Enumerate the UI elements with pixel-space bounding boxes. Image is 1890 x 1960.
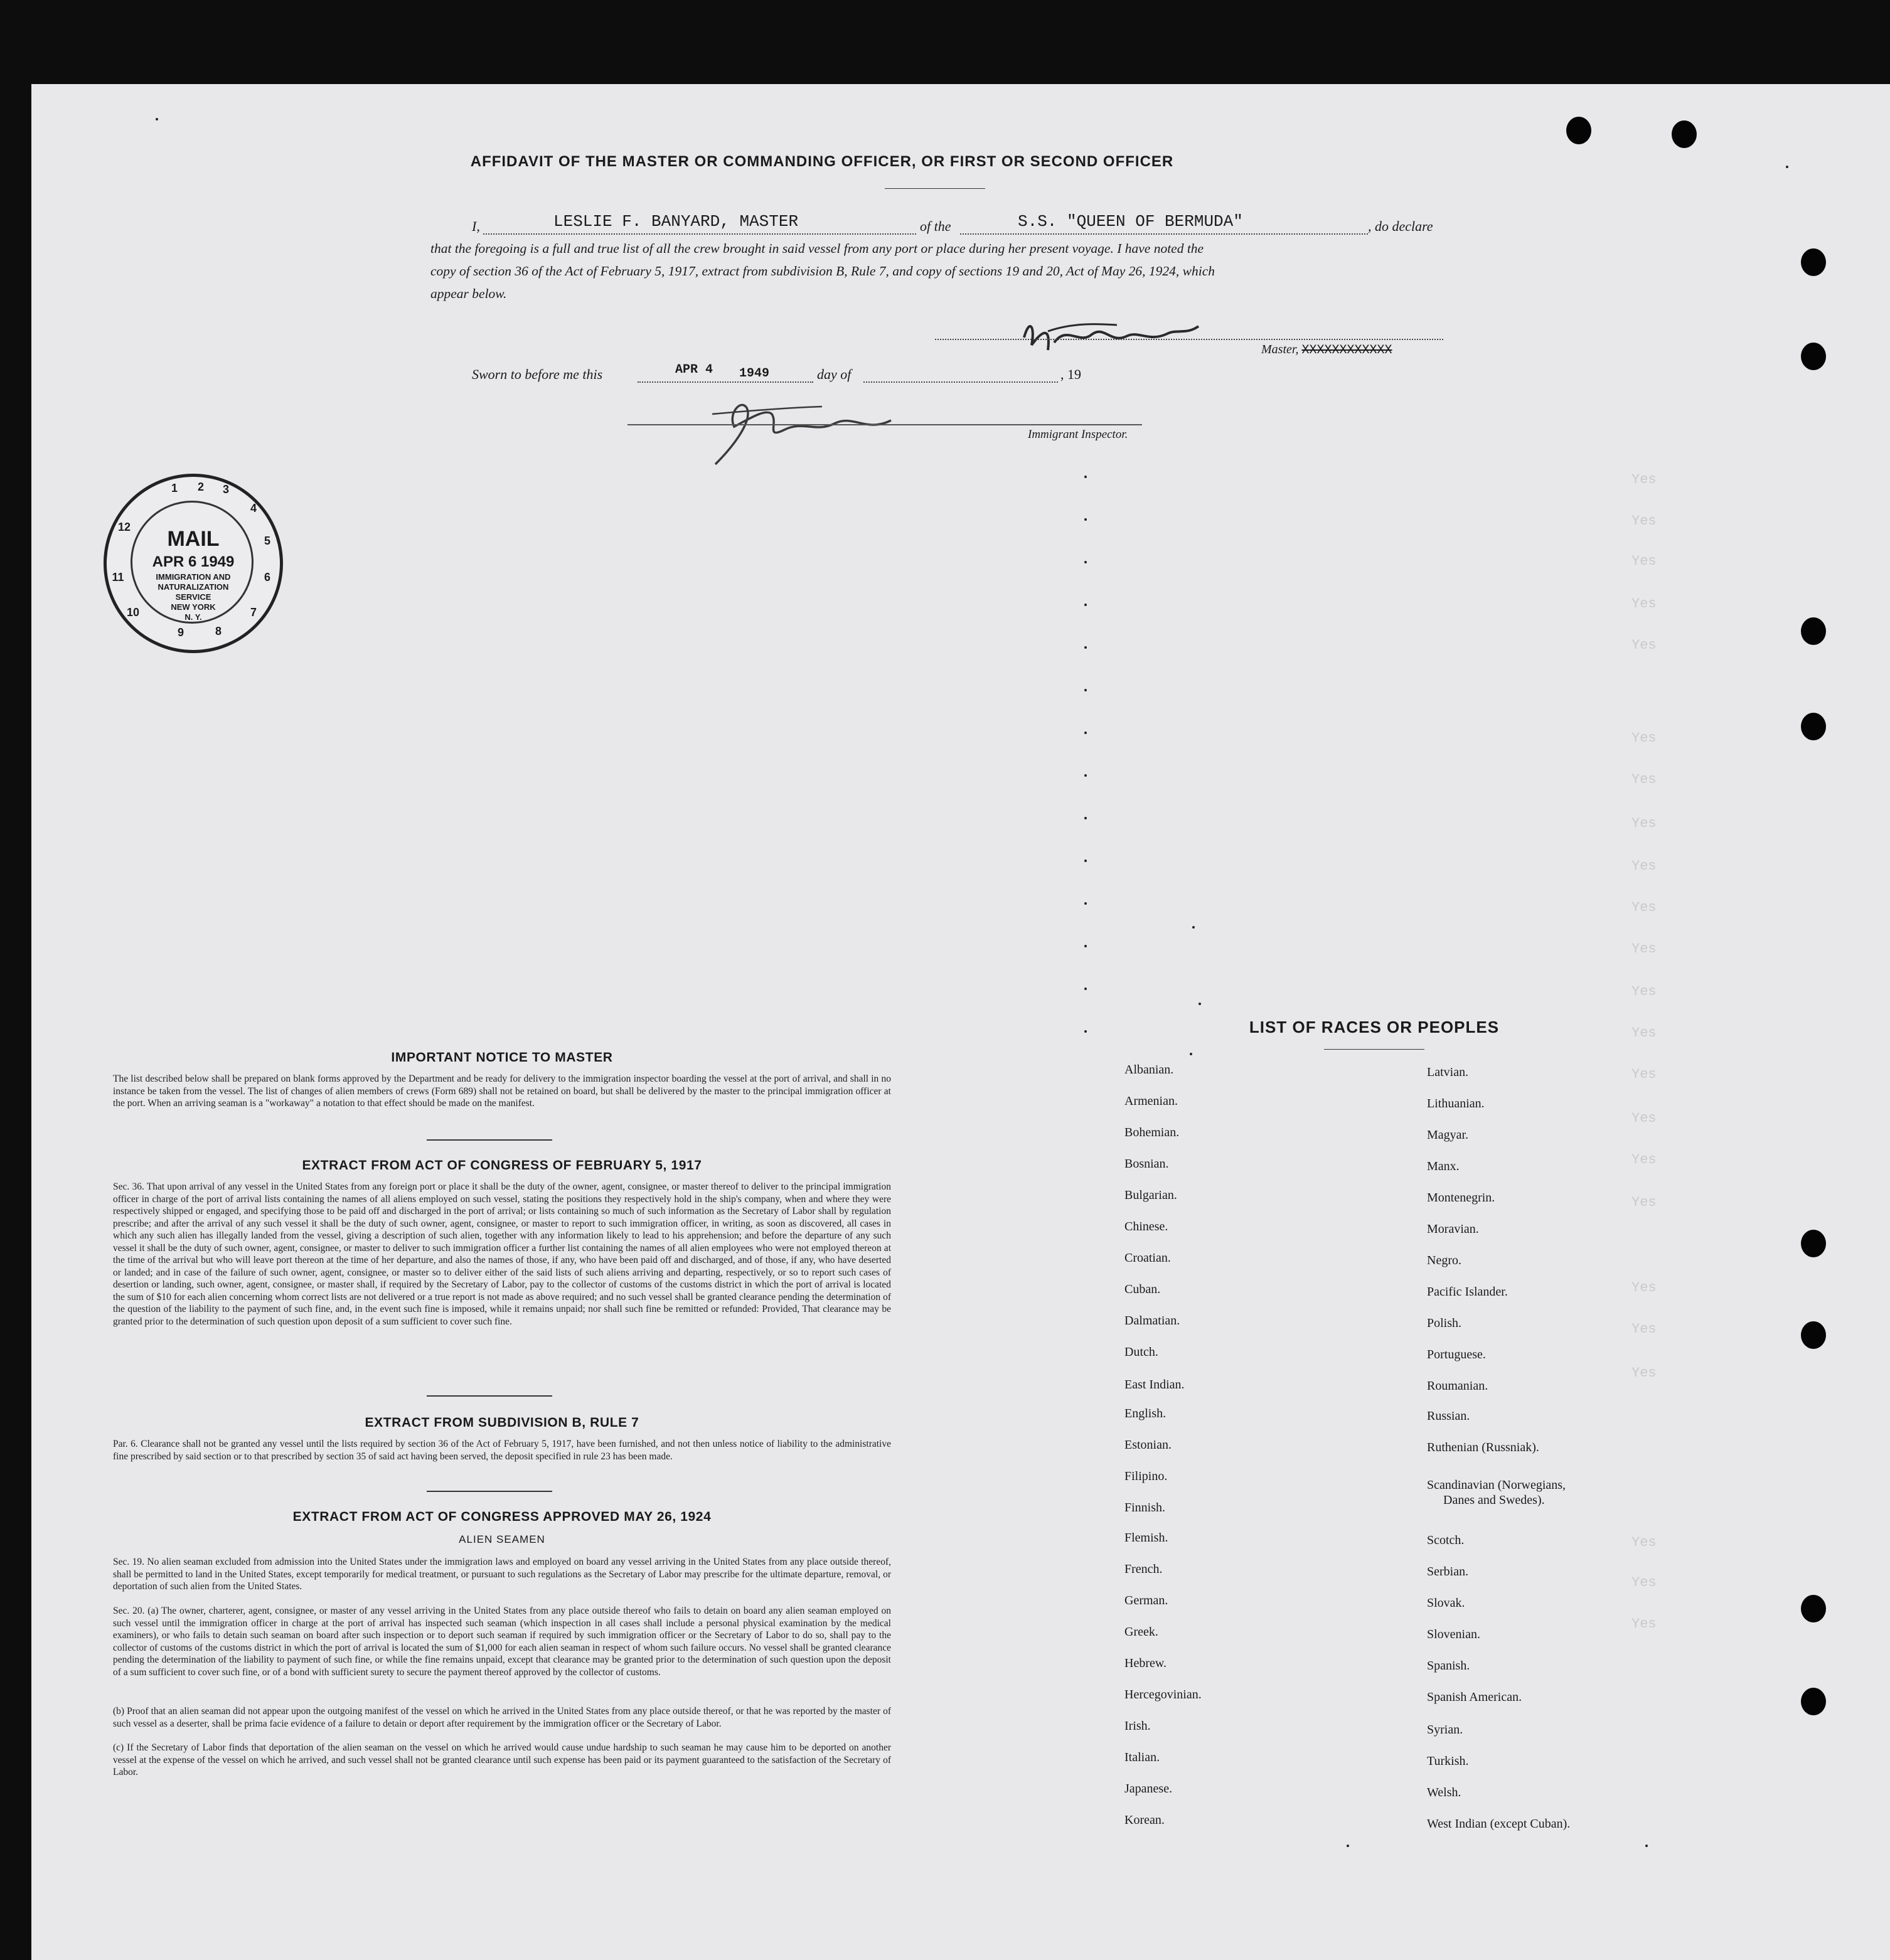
extract-1917-text: Sec. 36. That upon arrival of any vessel in the United States from any foreign port or place it shall be the duty of the owner, agent, consignee, or master thereof to deliver to the principal immigration officer in charge of the port of arrival lists containing the names of all aliens employed on such vessel, stating the positions they respectively hold in the ship's company, when and where they were respectively shipped or engaged, and specifying those to be paid off and discharged in the port of arrival; or lists containing so much of such information as the Secretary of Labor shall by regulation prescribe; and after the arrival of any such vessel it shall be the duty of such owner, agent, consignee, or master to report to such immigration officer, in writing, as soon as discovered, all cases in which any such alien has illegally landed from the vessel, giving a description of such alien, together with any information likely to lead to his apprehension; and before the departure of any such vessel it shall be the duty of such owner, agent, consignee, or master to deliver to such immigration officer a further list containing the names of all alien employees who were not employed thereon at the time of the arrival but who will leave port thereon at the time of her departure, and also the names of those, if any, who have been paid off and discharged, and of those, if any, who have deserted or landed; and in case of the failure of such owner, agent, consignee, or master so to deliver either of the said lists of such aliens arriving and departing, respectively, or so to report such cases of desertion or landing, such owner, agent, consignee, or master shall, if required by the Secretary of Labor, pay to the collector of customs of the customs district in which the port of arrival is located the sum of $10 for each alien concerning whom correct lists are not delivered or a true report is not made as above required; and no such vessel shall be granted clearance pending the determination of the question of the liability to the payment of such fine, and, in the event such fine is imposed, while it remains unpaid; nor shall such fine be remitted or refunded: Provided, That clearance may be granted prior to the determination of such question upon deposit of a sum sufficient to cover such fine. <box>113 1181 891 1327</box>
stamp-ring-number: 12 <box>117 521 131 533</box>
extract-rule7-text: Par. 6. Clearance shall not be granted any vessel until the lists required by section 36 of the Act of February 5, 1917, have been furnished, and not then unless notice of liability to the administrative fine prescribed by said section or to that prescribed by section 35 of said act having been served, the deposit specified in rule 23 has been made. <box>113 1439 891 1462</box>
extract-1924-heading: EXTRACT FROM ACT OF CONGRESS APPROVED MAY 26, 1924 <box>292 1510 712 1524</box>
section-rule <box>427 1139 552 1141</box>
stamp-ring-number: 3 <box>222 483 229 496</box>
section-rule <box>427 1491 552 1492</box>
binder-hole <box>1801 1688 1826 1715</box>
master-label <box>1261 343 1392 358</box>
stamp-mail: MAIL <box>167 527 220 551</box>
master-struck-text: XXXXXXXXXXXX <box>1301 343 1392 358</box>
race-item: Armenian. <box>1124 1094 1178 1108</box>
master-title-label: Master, <box>1261 343 1299 356</box>
race-item: Ruthenian (Russniak). <box>1427 1441 1539 1454</box>
race-item: Filipino. <box>1124 1469 1168 1483</box>
stamp-ring-number: 10 <box>126 606 140 619</box>
stamp-line: N. Y. <box>184 612 202 622</box>
notice-text: The list described below shall be prepared on blank forms approved by the Department and be ready for delivery to the immigration inspector boarding the vessel at the port of arrival, and shall in no instance be taken from the vessel. The list of changes of alien members of crews (Form 689) shall not be retained on board, but shall be delivered by the master to the principal immigration officer at the port. When an arriving seaman is a "workaway" a notation to that effect should be made on the manifest. <box>113 1073 891 1109</box>
do-declare-label: , do declare <box>1368 218 1433 234</box>
race-item: Bohemian. <box>1124 1126 1180 1139</box>
extract-1924-subheading: ALIEN SEAMEN <box>459 1533 545 1545</box>
races-heading: LIST OF RACES OR PEOPLES <box>1249 1018 1500 1036</box>
nineteen-label: , 19 <box>1060 366 1081 382</box>
i-label: I, <box>472 218 480 234</box>
race-item: Serbian. <box>1427 1565 1469 1579</box>
extract-1924-sec20b: (b) Proof that an alien seaman did not appear upon the outgoing manifest of the vessel on which he arrived in the United States from any place outside thereof, or that he was reported by the master of such vessel as a deserter, shall be prima facie evidence of a failure to detain or deport after requirement by the immigration officer or the Secretary of Labor. <box>113 1706 891 1729</box>
race-item: Hercegovinian. <box>1124 1688 1202 1702</box>
race-item: Spanish. <box>1427 1659 1470 1673</box>
race-item: Lithuanian. <box>1427 1097 1485 1110</box>
stamp-ring-number: 11 <box>112 571 124 583</box>
inspector-label: Immigrant Inspector. <box>1028 428 1128 441</box>
race-item: Turkish. <box>1427 1754 1469 1768</box>
binder-hole <box>1566 117 1591 144</box>
race-item: Dutch. <box>1124 1345 1158 1359</box>
race-item: Russian. <box>1427 1409 1470 1423</box>
race-item: Welsh. <box>1427 1786 1461 1799</box>
declaration-line: copy of section 36 of the Act of February 5, 1917, extract from subdivision B, Rule 7, and copy of sections 19 and 20, Act of May 26, 1924, which <box>430 264 1215 279</box>
race-item: Estonian. <box>1124 1438 1172 1452</box>
race-item: Bulgarian. <box>1124 1188 1177 1202</box>
binder-hole <box>1801 1321 1826 1349</box>
race-item: Finnish. <box>1124 1501 1166 1515</box>
race-item: Pacific Islander. <box>1427 1285 1508 1299</box>
extract-1924-sec19: Sec. 19. No alien seaman excluded from admission into the United States under the immigration laws and employed on board any vessel arriving in the United States from any place outside thereof, shall be permitted to land in the United States, except temporarily for medical treatment, or pursuant to such regulations as the Secretary of Labor may prescribe for the ultimate departure, removal, or deportation of such alien from the United States. <box>113 1557 891 1592</box>
immigration-mail-stamp <box>104 474 283 653</box>
race-item: Scandinavian (Norwegians, <box>1427 1478 1566 1492</box>
stamp-date: APR 6 1949 <box>152 553 235 570</box>
race-item: Manx. <box>1427 1159 1460 1173</box>
stamp-ring-number: 7 <box>250 606 257 619</box>
binder-hole <box>1801 248 1826 276</box>
race-item: Danes and Swedes). <box>1443 1493 1545 1507</box>
sworn-label: Sworn to before me this <box>472 366 603 382</box>
stamp-ring-number: 6 <box>264 571 270 583</box>
race-item: German. <box>1124 1594 1168 1607</box>
race-item: Roumanian. <box>1427 1379 1488 1393</box>
race-item: Latvian. <box>1427 1065 1469 1079</box>
declaration-line: appear below. <box>430 286 507 301</box>
race-item: Albanian. <box>1124 1063 1174 1077</box>
race-item: English. <box>1124 1407 1167 1420</box>
day-of-label: day of <box>817 366 852 382</box>
master-name-line <box>483 233 916 235</box>
race-item: Portuguese. <box>1427 1348 1486 1361</box>
race-item: Slovenian. <box>1427 1627 1480 1641</box>
stamp-ring-number: 4 <box>250 502 257 514</box>
race-item: Dalmatian. <box>1124 1314 1180 1328</box>
race-item: Negro. <box>1427 1254 1461 1267</box>
extract-1924-sec20a: Sec. 20. (a) The owner, charterer, agent, consignee, or master of any vessel arriving in the United States from any place outside thereof who fails to detain on board any alien seaman employed on such vessel until the immigration officer in charge at the port of arrival has inspected such seaman (which inspection in all cases shall include a personal physical examination by the medical examiners), or who fails to detain such seaman on board after such inspection or to deport such seaman if required by such immigration officer or the Secretary of Labor to do so, shall pay to the collector of customs of the customs district in which the port of arrival is located the sum of $1,000 for each alien seaman in respect of whom such failure occurs. No vessel shall be granted clearance pending the determination of the liability to payment of such fine, or while the fine remains unpaid, except that clearance may be granted prior to the determination of such question upon the deposit of a sum sufficient to cover such fine, or of a bond with sufficient surety to secure the payment thereof approved by the collector of customs. <box>113 1606 891 1678</box>
race-item: Bosnian. <box>1124 1157 1169 1171</box>
master-name-field: LESLIE F. BANYARD, MASTER <box>553 212 799 231</box>
month-line <box>863 381 1058 383</box>
heading-rule <box>885 188 985 189</box>
stamp-line: SERVICE <box>175 592 211 602</box>
race-item: Moravian. <box>1427 1222 1479 1236</box>
section-rule <box>427 1395 552 1397</box>
race-item: Spanish American. <box>1427 1690 1522 1704</box>
race-item: Polish. <box>1427 1316 1462 1330</box>
sworn-year-field: 1949 <box>739 366 770 381</box>
race-item: Irish. <box>1124 1719 1151 1733</box>
document-sheet <box>31 84 1890 1960</box>
race-item: French. <box>1124 1562 1163 1576</box>
stamp-line: NEW YORK <box>171 602 216 612</box>
stamp-ring-number: 9 <box>177 626 184 639</box>
race-item: Cuban. <box>1124 1282 1161 1296</box>
master-signature-line <box>935 339 1443 340</box>
vessel-name-line <box>960 233 1368 235</box>
race-item: Italian. <box>1124 1750 1160 1764</box>
race-item: East Indian. <box>1124 1378 1185 1392</box>
vessel-name-field: S.S. "QUEEN OF BERMUDA" <box>1018 212 1243 231</box>
stamp-line: IMMIGRATION AND <box>156 572 231 582</box>
stamp-ring-number: 8 <box>215 625 222 637</box>
inspector-signature <box>709 395 922 471</box>
race-item: Montenegrin. <box>1427 1191 1495 1205</box>
stamp-line: NATURALIZATION <box>158 582 229 592</box>
stamp-ring-number: 1 <box>171 482 178 494</box>
notice-heading: IMPORTANT NOTICE TO MASTER <box>391 1050 613 1065</box>
extract-1917-heading: EXTRACT FROM ACT OF CONGRESS OF FEBRUARY 5, 1917 <box>302 1158 702 1173</box>
stamp-ring-number: 2 <box>197 481 204 493</box>
sworn-date-field: APR 4 <box>675 363 713 377</box>
race-item: Slovak. <box>1427 1596 1465 1610</box>
race-item: Syrian. <box>1427 1723 1463 1737</box>
extract-1924-sec20c: (c) If the Secretary of Labor finds that deportation of the alien seaman on the vessel on which he arrived would cause undue hardship to such seaman he may cause him to be deported on another vessel at the expense of the vessel on which he arrived, and such vessel shall not be granted clearance until such expense has been paid or its payment guaranteed to the satisfaction of the Secretary of Labor. <box>113 1742 891 1777</box>
binder-hole <box>1801 1230 1826 1257</box>
race-item: Flemish. <box>1124 1531 1168 1545</box>
race-item: Chinese. <box>1124 1220 1168 1233</box>
sworn-date-line <box>638 381 813 383</box>
binder-hole <box>1672 120 1697 148</box>
races-rule <box>1324 1049 1424 1050</box>
binder-hole <box>1801 713 1826 740</box>
stamp-ring-number: 5 <box>264 535 270 547</box>
race-item: Scotch. <box>1427 1533 1465 1547</box>
race-item: Croatian. <box>1124 1251 1171 1265</box>
binder-hole <box>1801 617 1826 645</box>
binder-hole <box>1801 1595 1826 1622</box>
race-item: West Indian (except Cuban). <box>1427 1817 1571 1831</box>
race-item: Korean. <box>1124 1813 1165 1827</box>
inspector-signature-line <box>627 424 1142 425</box>
master-signature <box>1017 306 1205 363</box>
race-item: Japanese. <box>1124 1782 1173 1796</box>
extract-rule7-heading: EXTRACT FROM SUBDIVISION B, RULE 7 <box>365 1415 639 1430</box>
race-item: Magyar. <box>1427 1128 1469 1142</box>
race-item: Greek. <box>1124 1625 1158 1639</box>
of-the-label: of the <box>920 218 951 234</box>
affidavit-heading: AFFIDAVIT OF THE MASTER OR COMMANDING OFFICER, OR FIRST OR SECOND OFFICER <box>470 153 1174 170</box>
binder-hole <box>1801 343 1826 370</box>
race-item: Hebrew. <box>1124 1656 1167 1670</box>
declaration-line: that the foregoing is a full and true list of all the crew brought in said vessel from any port or place during her present voyage. I have noted the <box>430 241 1204 256</box>
